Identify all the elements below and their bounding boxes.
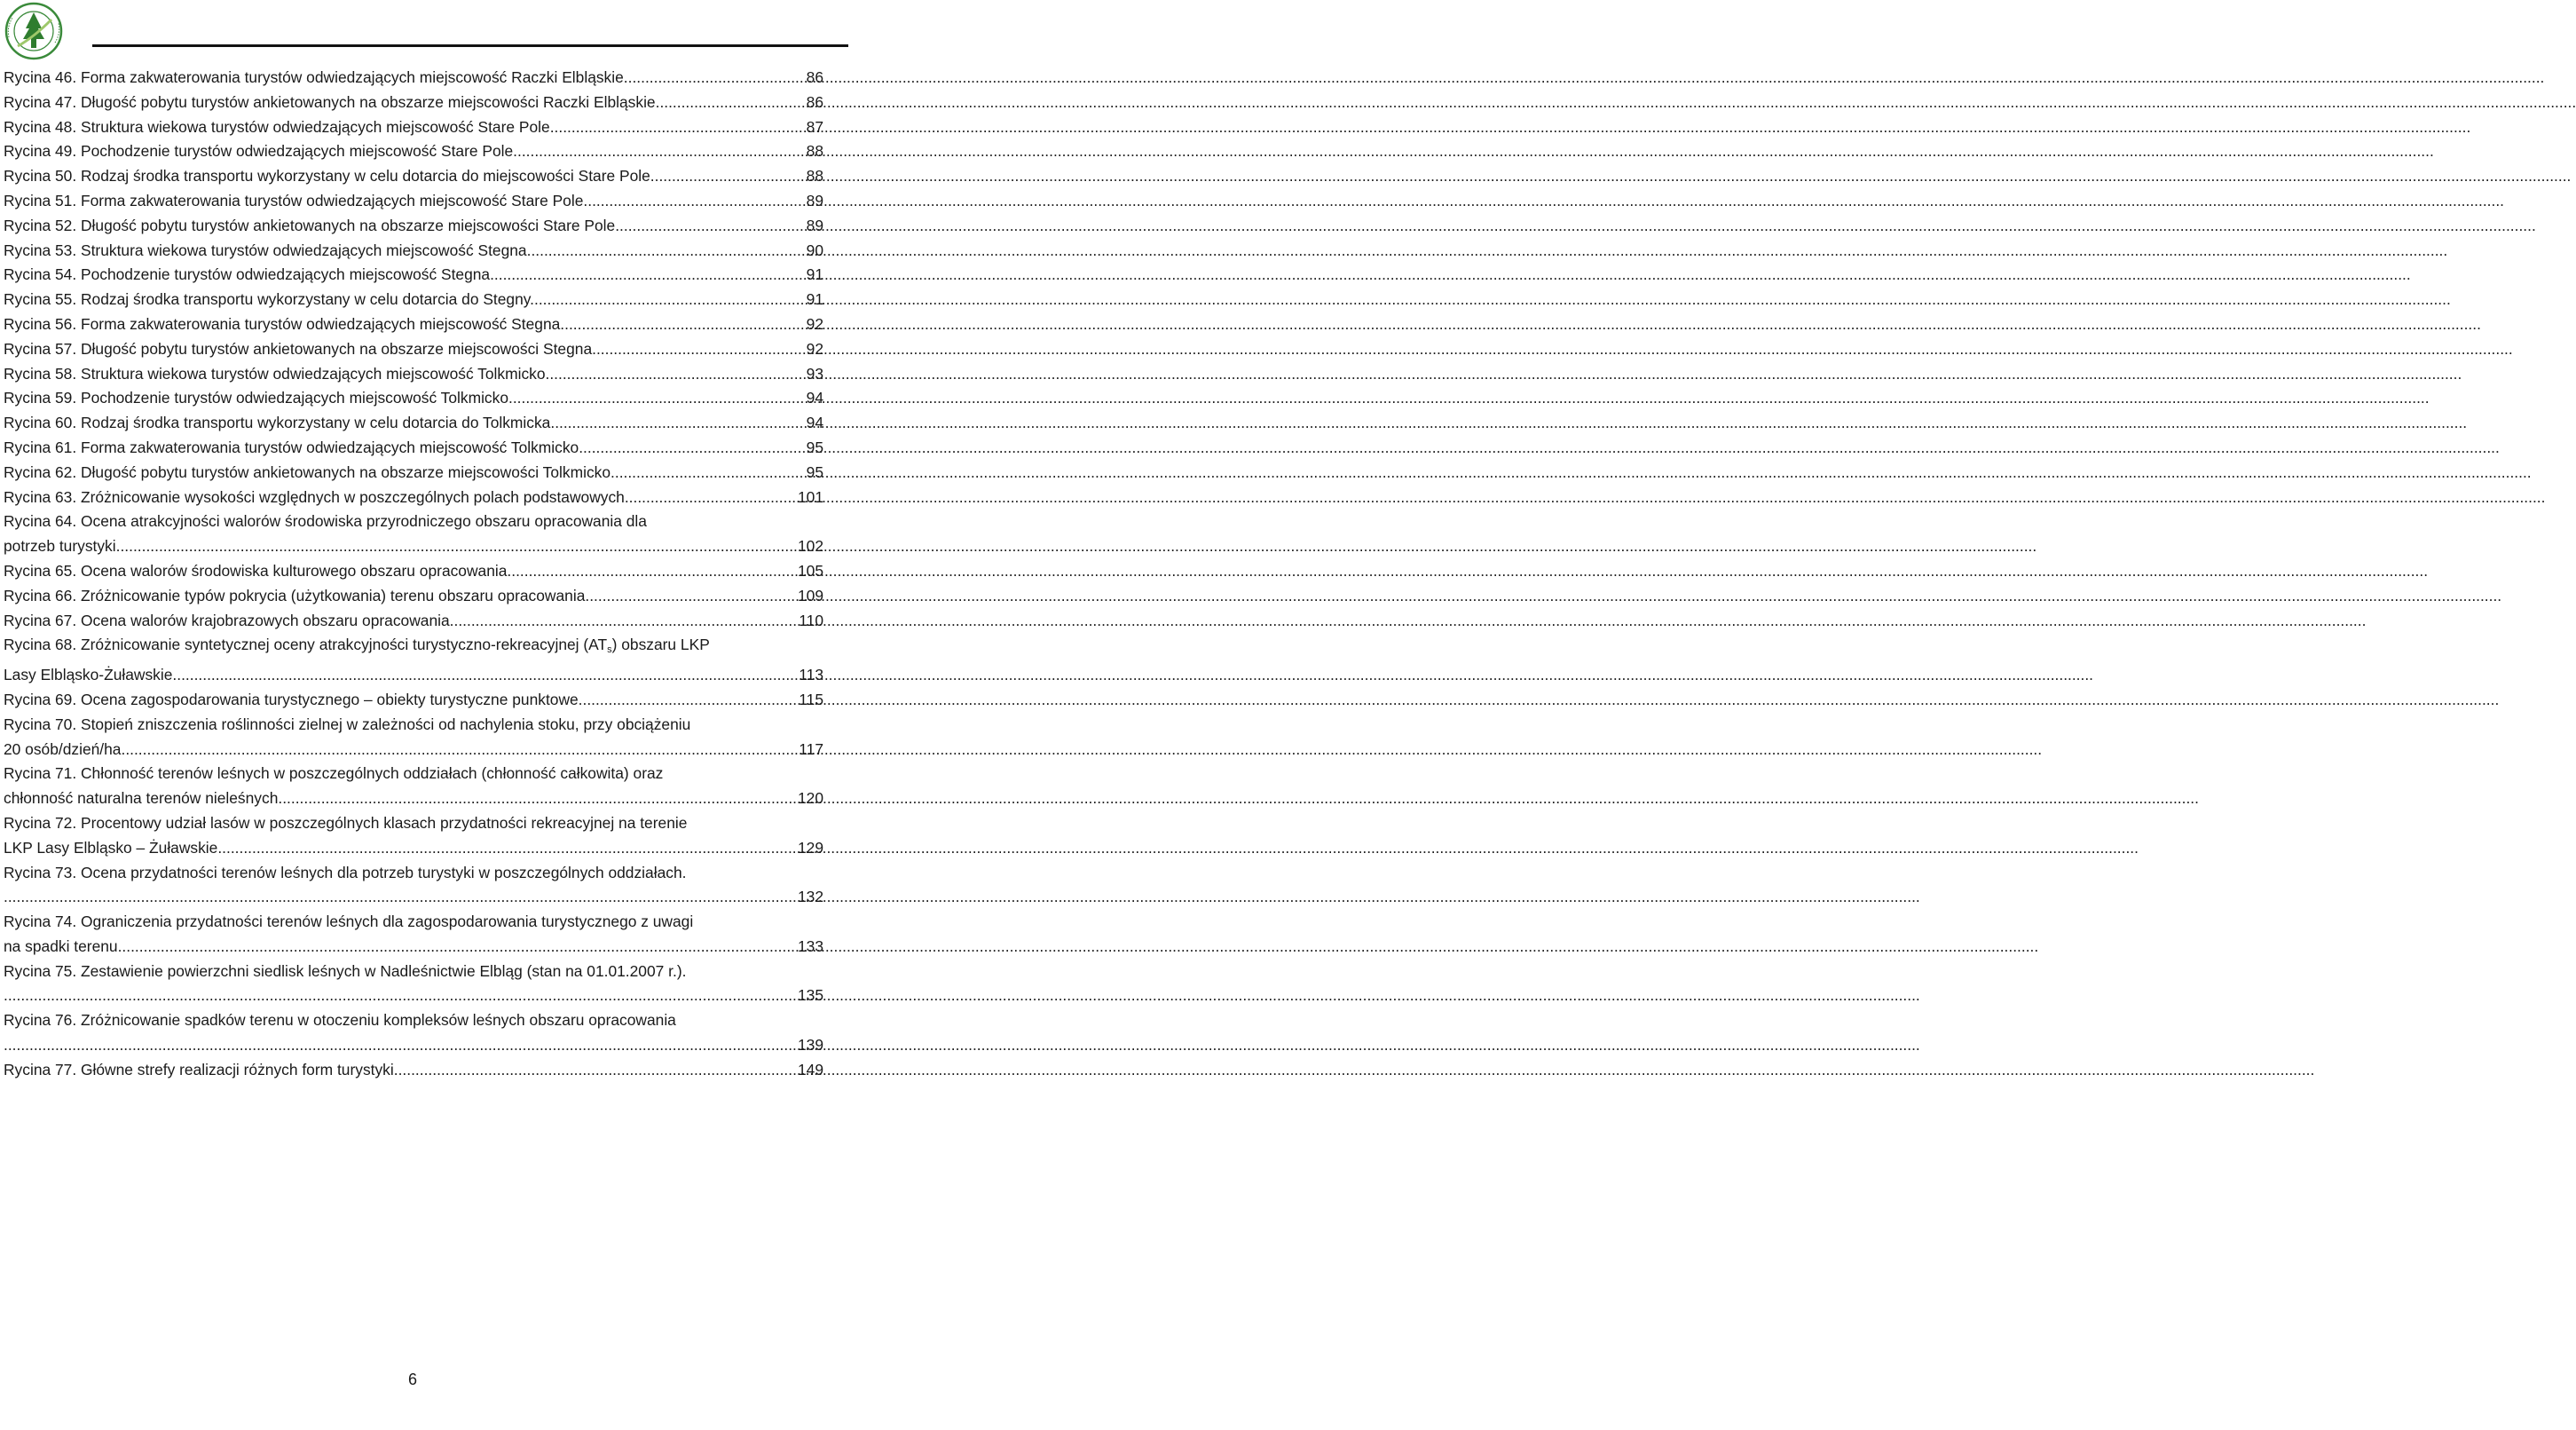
toc-entry-line (4, 633, 823, 663)
toc-entry-line (4, 534, 823, 559)
toc-page-number: 88 (806, 142, 823, 161)
toc-page-number: 93 (806, 364, 823, 383)
dot-leader (531, 239, 804, 264)
toc-entry-text: Rycina 65. Ocena walorów środowiska kulturowego obszaru opracowania. (4, 561, 512, 580)
toc-entry-text: Rycina 68. Zróżnicowanie syntetycznej oceny atrakcyjności turystyczno-rekreacyjnej (AT (4, 636, 608, 654)
toc-entry-text: Rycina 51. Forma zakwaterowania turystów odwiedzających miejscowość Stare Pole. (4, 191, 588, 209)
dot-leader (583, 436, 805, 461)
dot-leader (398, 1058, 796, 1083)
toc-entry[interactable] (4, 288, 823, 312)
toc-entry-text: Rycina 64. Ocena atrakcyjności walorów środowiska przyrodniczego obszaru opracowania dla (4, 512, 647, 531)
dot-leader (587, 189, 804, 214)
toc-entry-text: Rycina 59. Pochodzenie turystów odwiedzających miejscowość Tolkmicko. (4, 389, 513, 407)
toc-page-number: 90 (806, 241, 823, 259)
page-number: 6 (407, 1371, 417, 1388)
toc-entry[interactable] (4, 811, 823, 861)
toc-page-number: 95 (806, 438, 823, 456)
toc-entry[interactable] (4, 861, 823, 911)
dot-leader (585, 584, 796, 609)
toc-entry-line (4, 786, 823, 811)
dot-leader (517, 139, 805, 164)
toc-entry-text: Lasy Elbląsko-Żuławskie. (4, 666, 177, 684)
toc-entry-text: Rycina 62. Długość pobytu turystów ankietowanych na obszarze miejscowości Tolkmicko. (4, 462, 615, 481)
toc-page-number: 133 (797, 936, 823, 955)
toc-entry-text: Rycina 57. Długość pobytu turystów ankietowanych na obszarze miejscowości Stegna. (4, 339, 596, 358)
toc-entry[interactable] (4, 189, 823, 214)
toc-entry-line (4, 66, 823, 91)
dot-leader (222, 836, 796, 861)
dot-leader (122, 935, 796, 960)
toc-page-number: 91 (806, 290, 823, 309)
toc-entry[interactable] (4, 559, 823, 584)
toc-page-number: 102 (797, 537, 823, 556)
dot-leader (282, 786, 796, 811)
toc-entry[interactable] (4, 633, 823, 688)
toc-entry-line (4, 811, 823, 836)
toc-page-number: 92 (806, 314, 823, 333)
dot-leader (596, 337, 805, 362)
toc-entry-line (4, 362, 823, 387)
toc-entry-line (4, 411, 823, 436)
subscript-text: s (607, 644, 612, 656)
toc-entry[interactable] (4, 910, 823, 960)
toc-page-number: 132 (797, 888, 823, 906)
toc-entry[interactable] (4, 263, 823, 288)
toc-entry-text: Rycina 47. Długość pobytu turystów ankietowanych na obszarze miejscowości Raczki Elbląskie. (4, 92, 660, 111)
page-header (0, 0, 852, 64)
dot-leader (615, 461, 805, 486)
toc-page-number: 89 (806, 191, 823, 209)
dot-leader (564, 312, 805, 337)
dot-leader (125, 738, 797, 762)
toc-entry-text: Rycina 67. Ocena walorów krajobrazowych obszaru opracowania (4, 611, 450, 629)
toc-page-number: 89 (806, 216, 823, 234)
toc-entry-text: Rycina 48. Struktura wiekowa turystów odwiedzających miejscowość Stare Pole. (4, 117, 555, 136)
dot-leader (555, 115, 805, 140)
toc-page-number: 139 (797, 1036, 823, 1055)
toc-entry-line (4, 663, 823, 688)
toc-entry-text: Rycina 75. Zestawienie powierzchni siedlisk leśnych w Nadleśnictwie Elbląg (stan na 01.01.2007 r.). (4, 961, 687, 980)
dot-leader (4, 984, 796, 1008)
toc-entry-text: Rycina 50. Rodzaj środka transportu wykorzystany w celu dotarcia do miejscowości Stare Pole. (4, 167, 655, 186)
toc-entry-text: Rycina 49. Pochodzenie turystów odwiedzających miejscowość Stare Pole. (4, 142, 518, 161)
dot-leader (628, 66, 805, 91)
toc-entry-text-continued: ) obszaru LKP (611, 636, 710, 654)
toc-entry-line (4, 461, 823, 486)
dot-leader (655, 164, 805, 189)
forest-seal-logo-icon (2, 2, 66, 60)
toc-entry[interactable] (4, 139, 823, 164)
toc-entry[interactable] (4, 115, 823, 140)
toc-entry-line (4, 189, 823, 214)
toc-entry-line (4, 762, 823, 786)
toc-entry-text: Rycina 71. Chłonność terenów leśnych w poszczególnych oddziałach (chłonność całkowita) oraz (4, 764, 664, 783)
toc-entry-line (4, 386, 823, 411)
toc-entry-line (4, 436, 823, 461)
toc-page-number: 109 (797, 586, 823, 604)
toc-page-number: 120 (797, 789, 823, 808)
dot-leader (629, 486, 796, 510)
toc-entry-line (4, 559, 823, 584)
toc-entry[interactable] (4, 91, 823, 115)
toc-entry-line (4, 91, 823, 115)
dot-leader (534, 288, 805, 312)
toc-entry[interactable] (4, 164, 823, 189)
toc-entry-text: Rycina 72. Procentowy udział lasów w poszczególnych klasach przydatności rekreacyjnej na terenie (4, 813, 688, 832)
toc-entry[interactable] (4, 510, 823, 559)
header-rule (92, 44, 848, 47)
toc-entry[interactable] (4, 609, 823, 634)
toc-page-number: 110 (799, 611, 823, 629)
toc-entry-text: Rycina 66. Zróżnicowanie typów pokrycia (użytkowania) terenu obszaru opracowania (4, 586, 586, 604)
toc-page-number: 92 (806, 339, 823, 358)
list-of-figures (4, 66, 823, 1083)
toc-entry-line (4, 861, 823, 886)
toc-entry-text: potrzeb turystyki. (4, 537, 121, 556)
toc-entry-text: Rycina 73. Ocena przydatności terenów leśnych dla potrzeb turystyki w poszczególnych oddziałach. (4, 863, 687, 881)
toc-entry-text: Rycina 58. Struktura wiekowa turystów odwiedzających miejscowość Tolkmicko (4, 364, 546, 383)
toc-entry-line (4, 510, 823, 534)
toc-entry[interactable] (4, 386, 823, 411)
toc-entry[interactable] (4, 713, 823, 762)
toc-entry-line (4, 688, 823, 713)
toc-entry[interactable] (4, 337, 823, 362)
toc-entry-text: Rycina 76. Zróżnicowanie spadków terenu w otoczeniu kompleksów leśnych obszaru opracowania (4, 1011, 676, 1030)
toc-entry[interactable] (4, 584, 823, 609)
toc-entry[interactable] (4, 486, 823, 510)
toc-entry[interactable] (4, 411, 823, 436)
toc-page-number: 86 (806, 92, 823, 111)
toc-entry-line (4, 239, 823, 264)
toc-entry-line (4, 584, 823, 609)
toc-entry[interactable] (4, 312, 823, 337)
toc-entry[interactable] (4, 66, 823, 91)
toc-entry[interactable] (4, 239, 823, 264)
toc-entry[interactable] (4, 960, 823, 1009)
dot-leader (120, 534, 796, 559)
toc-entry-line (4, 984, 823, 1008)
toc-entry-line (4, 115, 823, 140)
toc-entry[interactable] (4, 214, 823, 239)
toc-page-number: 101 (797, 487, 823, 506)
dot-leader (659, 91, 804, 115)
toc-entry[interactable] (4, 461, 823, 486)
toc-entry-text: Rycina 77. Główne strefy realizacji różnych form turystyki. (4, 1060, 398, 1078)
toc-entry-line (4, 1008, 823, 1033)
toc-entry-line (4, 960, 823, 984)
toc-page-number: 94 (806, 414, 823, 432)
toc-entry-line (4, 910, 823, 935)
toc-entry-line (4, 609, 823, 634)
toc-entry-line (4, 164, 823, 189)
toc-entry-text: Rycina 69. Ocena zagospodarowania turystycznego – obiekty turystyczne punktowe. (4, 690, 583, 708)
toc-page-number: 95 (806, 462, 823, 481)
toc-entry-text: Rycina 74. Ograniczenia przydatności terenów leśnych dla zagospodarowania turystycznego z uwagi (4, 913, 694, 931)
toc-entry-text: Rycina 61. Forma zakwaterowania turystów odwiedzających miejscowość Tolkmicko. (4, 438, 584, 456)
toc-entry-line (4, 312, 823, 337)
toc-page-number: 88 (806, 167, 823, 186)
toc-entry-line (4, 486, 823, 510)
toc-entry-text: Rycina 53. Struktura wiekowa turystów odwiedzających miejscowość Stegna. (4, 241, 532, 259)
toc-entry-text: Rycina 60. Rodzaj środka transportu wykorzystany w celu dotarcia do Tolkmicka (4, 414, 551, 432)
dot-leader (177, 663, 797, 688)
toc-page-number: 135 (797, 986, 823, 1005)
dot-leader (550, 411, 804, 436)
toc-entry[interactable] (4, 688, 823, 713)
toc-entry[interactable] (4, 436, 823, 461)
dot-leader (583, 688, 798, 713)
dot-leader (450, 609, 798, 634)
toc-entry-text: Rycina 56. Forma zakwaterowania turystów odwiedzających miejscowość Stegna. (4, 314, 565, 333)
toc-entry-text: LKP Lasy Elbląsko – Żuławskie. (4, 838, 223, 857)
toc-page-number: 94 (806, 389, 823, 407)
toc-entry-line (4, 214, 823, 239)
toc-entry-line (4, 713, 823, 738)
toc-entry-text: Rycina 55. Rodzaj środka transportu wykorzystany w celu dotarcia do Stegny. (4, 290, 535, 309)
dot-leader (546, 362, 805, 387)
toc-page-number: 117 (799, 739, 823, 758)
toc-page-number: 87 (806, 117, 823, 136)
toc-entry-line (4, 935, 823, 960)
toc-entry-text: Rycina 46. Forma zakwaterowania turystów odwiedzających miejscowość Raczki Elbląskie. (4, 68, 628, 86)
dot-leader (4, 1033, 796, 1058)
dot-leader (513, 386, 805, 411)
toc-entry-text: na spadki terenu. (4, 936, 122, 955)
toc-entry-text: 20 osób/dzień/ha. (4, 739, 126, 758)
toc-entry[interactable] (4, 762, 823, 811)
toc-entry-text: Rycina 70. Stopień zniszczenia roślinności zielnej w zależności od nachylenia stoku, przy obciążeniu (4, 715, 691, 733)
toc-entry[interactable] (4, 362, 823, 387)
dot-leader (4, 885, 796, 910)
toc-entry-text: Rycina 52. Długość pobytu turystów ankietowanych na obszarze miejscowości Stare Pole. (4, 216, 620, 234)
dot-leader (619, 214, 805, 239)
toc-page-number: 86 (806, 68, 823, 86)
toc-page-number: 91 (806, 265, 823, 284)
toc-page-number: 113 (799, 666, 823, 684)
toc-entry-line (4, 288, 823, 312)
toc-entry-line (4, 738, 823, 762)
toc-entry-line (4, 885, 823, 910)
toc-page-number: 105 (797, 561, 823, 580)
dot-leader (494, 263, 805, 288)
toc-entry-text: Rycina 54. Pochodzenie turystów odwiedzających miejscowość Stegna. (4, 265, 494, 284)
toc-page-number: 115 (799, 690, 823, 708)
toc-entry-line (4, 337, 823, 362)
toc-entry-line (4, 1058, 823, 1083)
toc-entry-text: Rycina 63. Zróżnicowanie wysokości względnych w poszczególnych polach podstawowych. (4, 487, 629, 506)
dot-leader (511, 559, 796, 584)
toc-entry-line (4, 1033, 823, 1058)
toc-entry[interactable] (4, 1008, 823, 1058)
toc-page-number: 149 (797, 1060, 823, 1078)
toc-page-number: 129 (797, 838, 823, 857)
toc-entry-line (4, 836, 823, 861)
toc-entry[interactable] (4, 1058, 823, 1083)
toc-entry-text: chłonność naturalna terenów nieleśnych. (4, 789, 283, 808)
toc-entry-line (4, 263, 823, 288)
toc-entry-line (4, 139, 823, 164)
